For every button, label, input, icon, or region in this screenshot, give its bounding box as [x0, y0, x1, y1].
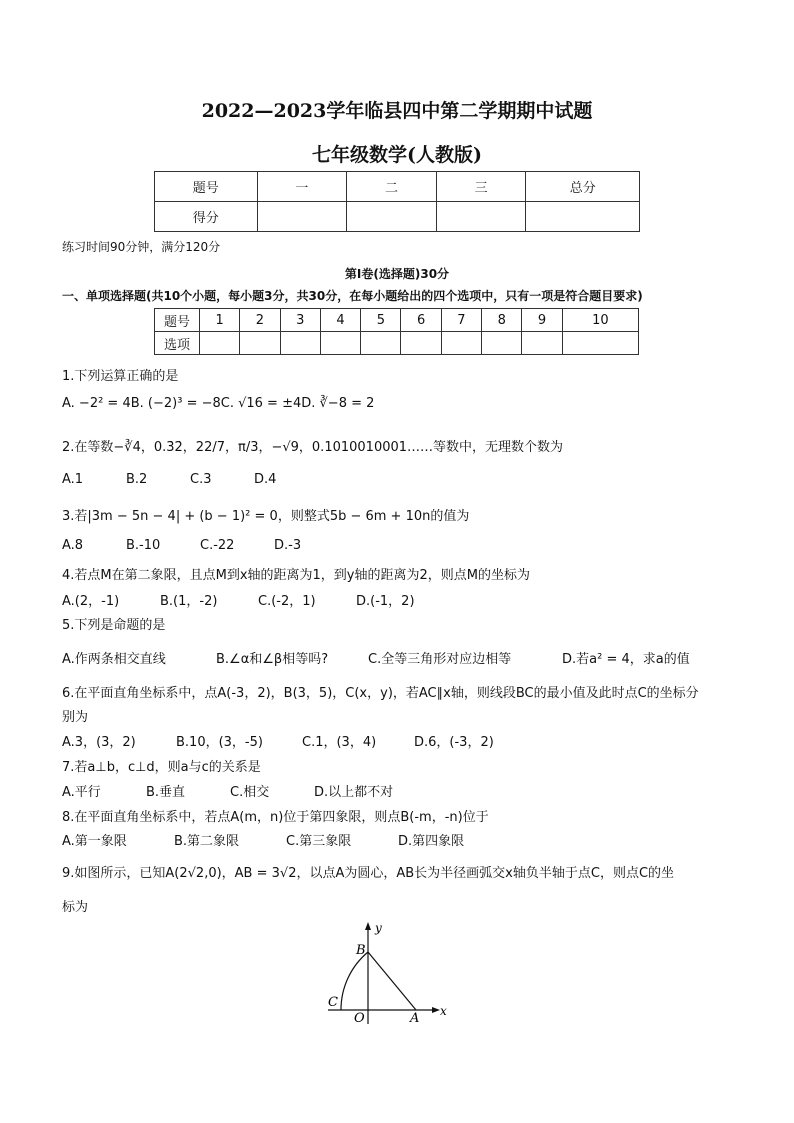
sub-title: 七年级数学(人教版): [312, 144, 482, 166]
option-b[interactable]: B.∠α和∠β相等吗?: [216, 652, 329, 667]
question-1-options: A. −2² = 4B. (−2)³ = −8C. √16 = ±4D. ∛−8 = 2: [62, 396, 375, 411]
question-5-stem: 5.下列是命题的是: [62, 618, 166, 633]
option-a[interactable]: A.1: [62, 472, 84, 487]
score-row-label: 得分: [155, 202, 258, 232]
score-table-header-row: [155, 172, 640, 202]
option-d[interactable]: D.-3: [274, 538, 302, 553]
coordinate-figure: [320, 918, 460, 1028]
question-1-stem: 1.下列运算正确的是: [62, 369, 179, 384]
option-a[interactable]: A.作两条相交直线: [62, 652, 166, 667]
answer-number-cell: 9: [522, 309, 562, 332]
option-c[interactable]: C.1，(3，4): [302, 735, 377, 750]
answer-cell[interactable]: [401, 332, 441, 355]
answer-table-number-row: [155, 309, 639, 332]
label-x: x: [440, 1004, 447, 1018]
question-3-stem: 3.若|3m − 5n − 4| + (b − 1)² = 0，则整式5b − 6m + 10n的值为: [62, 509, 470, 524]
label-a: A: [410, 1011, 420, 1026]
answer-number-cell: 7: [441, 309, 481, 332]
section-instruction: 一、单项选择题(共10个小题，每小题3分，共30分，在每小题给出的四个选项中，只有一项是符合题目要求): [62, 289, 643, 303]
option-b[interactable]: B.垂直: [146, 785, 186, 800]
option-a[interactable]: A.8: [62, 538, 84, 553]
score-cell[interactable]: [347, 202, 437, 232]
score-header-cell: 一: [257, 172, 347, 202]
arc-bc: [341, 952, 368, 1010]
main-title: 2022—2023学年临县四中第二学期期中试题: [201, 100, 593, 122]
answer-cell[interactable]: [240, 332, 280, 355]
option-c[interactable]: C.全等三角形对应边相等: [368, 652, 512, 667]
label-o: O: [354, 1011, 365, 1026]
answer-cell[interactable]: [200, 332, 240, 355]
option-d[interactable]: D.以上都不对: [314, 785, 394, 800]
question-8-options: [62, 830, 464, 849]
answer-cell[interactable]: [280, 332, 320, 355]
question-2-options: [62, 472, 276, 487]
score-cell[interactable]: [526, 202, 640, 232]
answer-number-cell: 5: [361, 309, 401, 332]
score-table-score-row: [155, 202, 640, 232]
score-header-cell: 总分: [526, 172, 640, 202]
answer-number-cell: 1: [200, 309, 240, 332]
option-c[interactable]: C.相交: [230, 785, 270, 800]
option-a[interactable]: A.3，(3，2): [62, 735, 136, 750]
answer-number-cell: 8: [482, 309, 522, 332]
question-6-stem: 6.在平面直角坐标系中，点A(-3，2)，B(3，5)，C(x，y)，若AC∥x轴，则线段BC的最小值及此时点C的坐标分: [62, 686, 699, 701]
question-7-stem: 7.若a⊥b，c⊥d，则a与c的关系是: [62, 760, 261, 775]
answer-cell[interactable]: [320, 332, 360, 355]
option-c[interactable]: C.3: [190, 472, 212, 487]
score-cell[interactable]: [257, 202, 347, 232]
section-title: 第Ⅰ卷(选择题)30分: [344, 267, 450, 281]
time-info: 练习时间90分钟，满分120分: [62, 240, 221, 254]
option-b[interactable]: B.(1，-2): [160, 594, 218, 609]
option-b[interactable]: B.第二象限: [174, 834, 240, 849]
option-d[interactable]: D.若a² = 4，求a的值: [562, 652, 690, 667]
score-header-cell: 题号: [155, 172, 258, 202]
option-b[interactable]: B.10，(3，-5): [176, 735, 263, 750]
option-c[interactable]: C.第三象限: [286, 834, 352, 849]
question-7-options: [62, 781, 393, 800]
answer-number-cell: 10: [562, 309, 638, 332]
answer-number-cell: 2: [240, 309, 280, 332]
option-b[interactable]: B.2: [126, 472, 148, 487]
answer-cell[interactable]: [361, 332, 401, 355]
label-c: C: [328, 995, 338, 1010]
option-d[interactable]: D.(-1，2): [356, 594, 415, 609]
x-axis-arrow: [432, 1007, 440, 1013]
option-d[interactable]: D.第四象限: [398, 834, 465, 849]
label-y: y: [375, 921, 382, 935]
segment-ab: [368, 952, 416, 1010]
answer-number-cell: 3: [280, 309, 320, 332]
answer-number-cell: 6: [401, 309, 441, 332]
answer-cell[interactable]: [522, 332, 562, 355]
answer-table-option-row: [155, 332, 639, 355]
score-table: [154, 171, 640, 232]
question-4-options: [62, 590, 415, 609]
label-b: B: [356, 943, 366, 958]
y-axis-arrow: [365, 922, 371, 930]
question-9-stem-continued: 标为: [62, 900, 89, 915]
question-3-options: [62, 538, 301, 553]
answer-row-label: 题号: [155, 309, 200, 332]
score-cell[interactable]: [436, 202, 526, 232]
answer-row-label: 选项: [155, 332, 200, 355]
option-b[interactable]: B.-10: [126, 538, 161, 553]
answer-table: [154, 308, 639, 355]
answer-number-cell: 4: [320, 309, 360, 332]
answer-cell[interactable]: [441, 332, 481, 355]
option-d[interactable]: D.6，(-3，2): [414, 735, 494, 750]
option-c[interactable]: C.-22: [200, 538, 235, 553]
question-5-options: [62, 648, 690, 667]
question-8-stem: 8.在平面直角坐标系中，若点A(m，n)位于第四象限，则点B(-m，-n)位于: [62, 810, 489, 825]
question-6-stem-continued: 别为: [62, 710, 89, 725]
question-4-stem: 4.若点M在第二象限，且点M到x轴的距离为1，到y轴的距离为2，则点M的坐标为: [62, 568, 530, 583]
option-a[interactable]: A.第一象限: [62, 834, 127, 849]
option-c[interactable]: C.(-2，1): [258, 594, 316, 609]
option-d[interactable]: D.4: [254, 472, 277, 487]
answer-cell[interactable]: [482, 332, 522, 355]
question-2-stem: 2.在等数−∛4，0.3̇2̇，22/7，π/3，−√9，0.1010010001……等数中，无理数个数为: [62, 440, 564, 455]
score-header-cell: 三: [436, 172, 526, 202]
question-9-stem: 9.如图所示，已知A(2√2,0)，AB = 3√2，以点A为圆心，AB长为半径画弧交x轴负半轴于点C，则点C的坐: [62, 866, 675, 881]
question-6-options: [62, 731, 494, 750]
option-a[interactable]: A.(2，-1): [62, 594, 120, 609]
answer-cell[interactable]: [562, 332, 638, 355]
option-a[interactable]: A.平行: [62, 785, 101, 800]
score-header-cell: 二: [347, 172, 437, 202]
